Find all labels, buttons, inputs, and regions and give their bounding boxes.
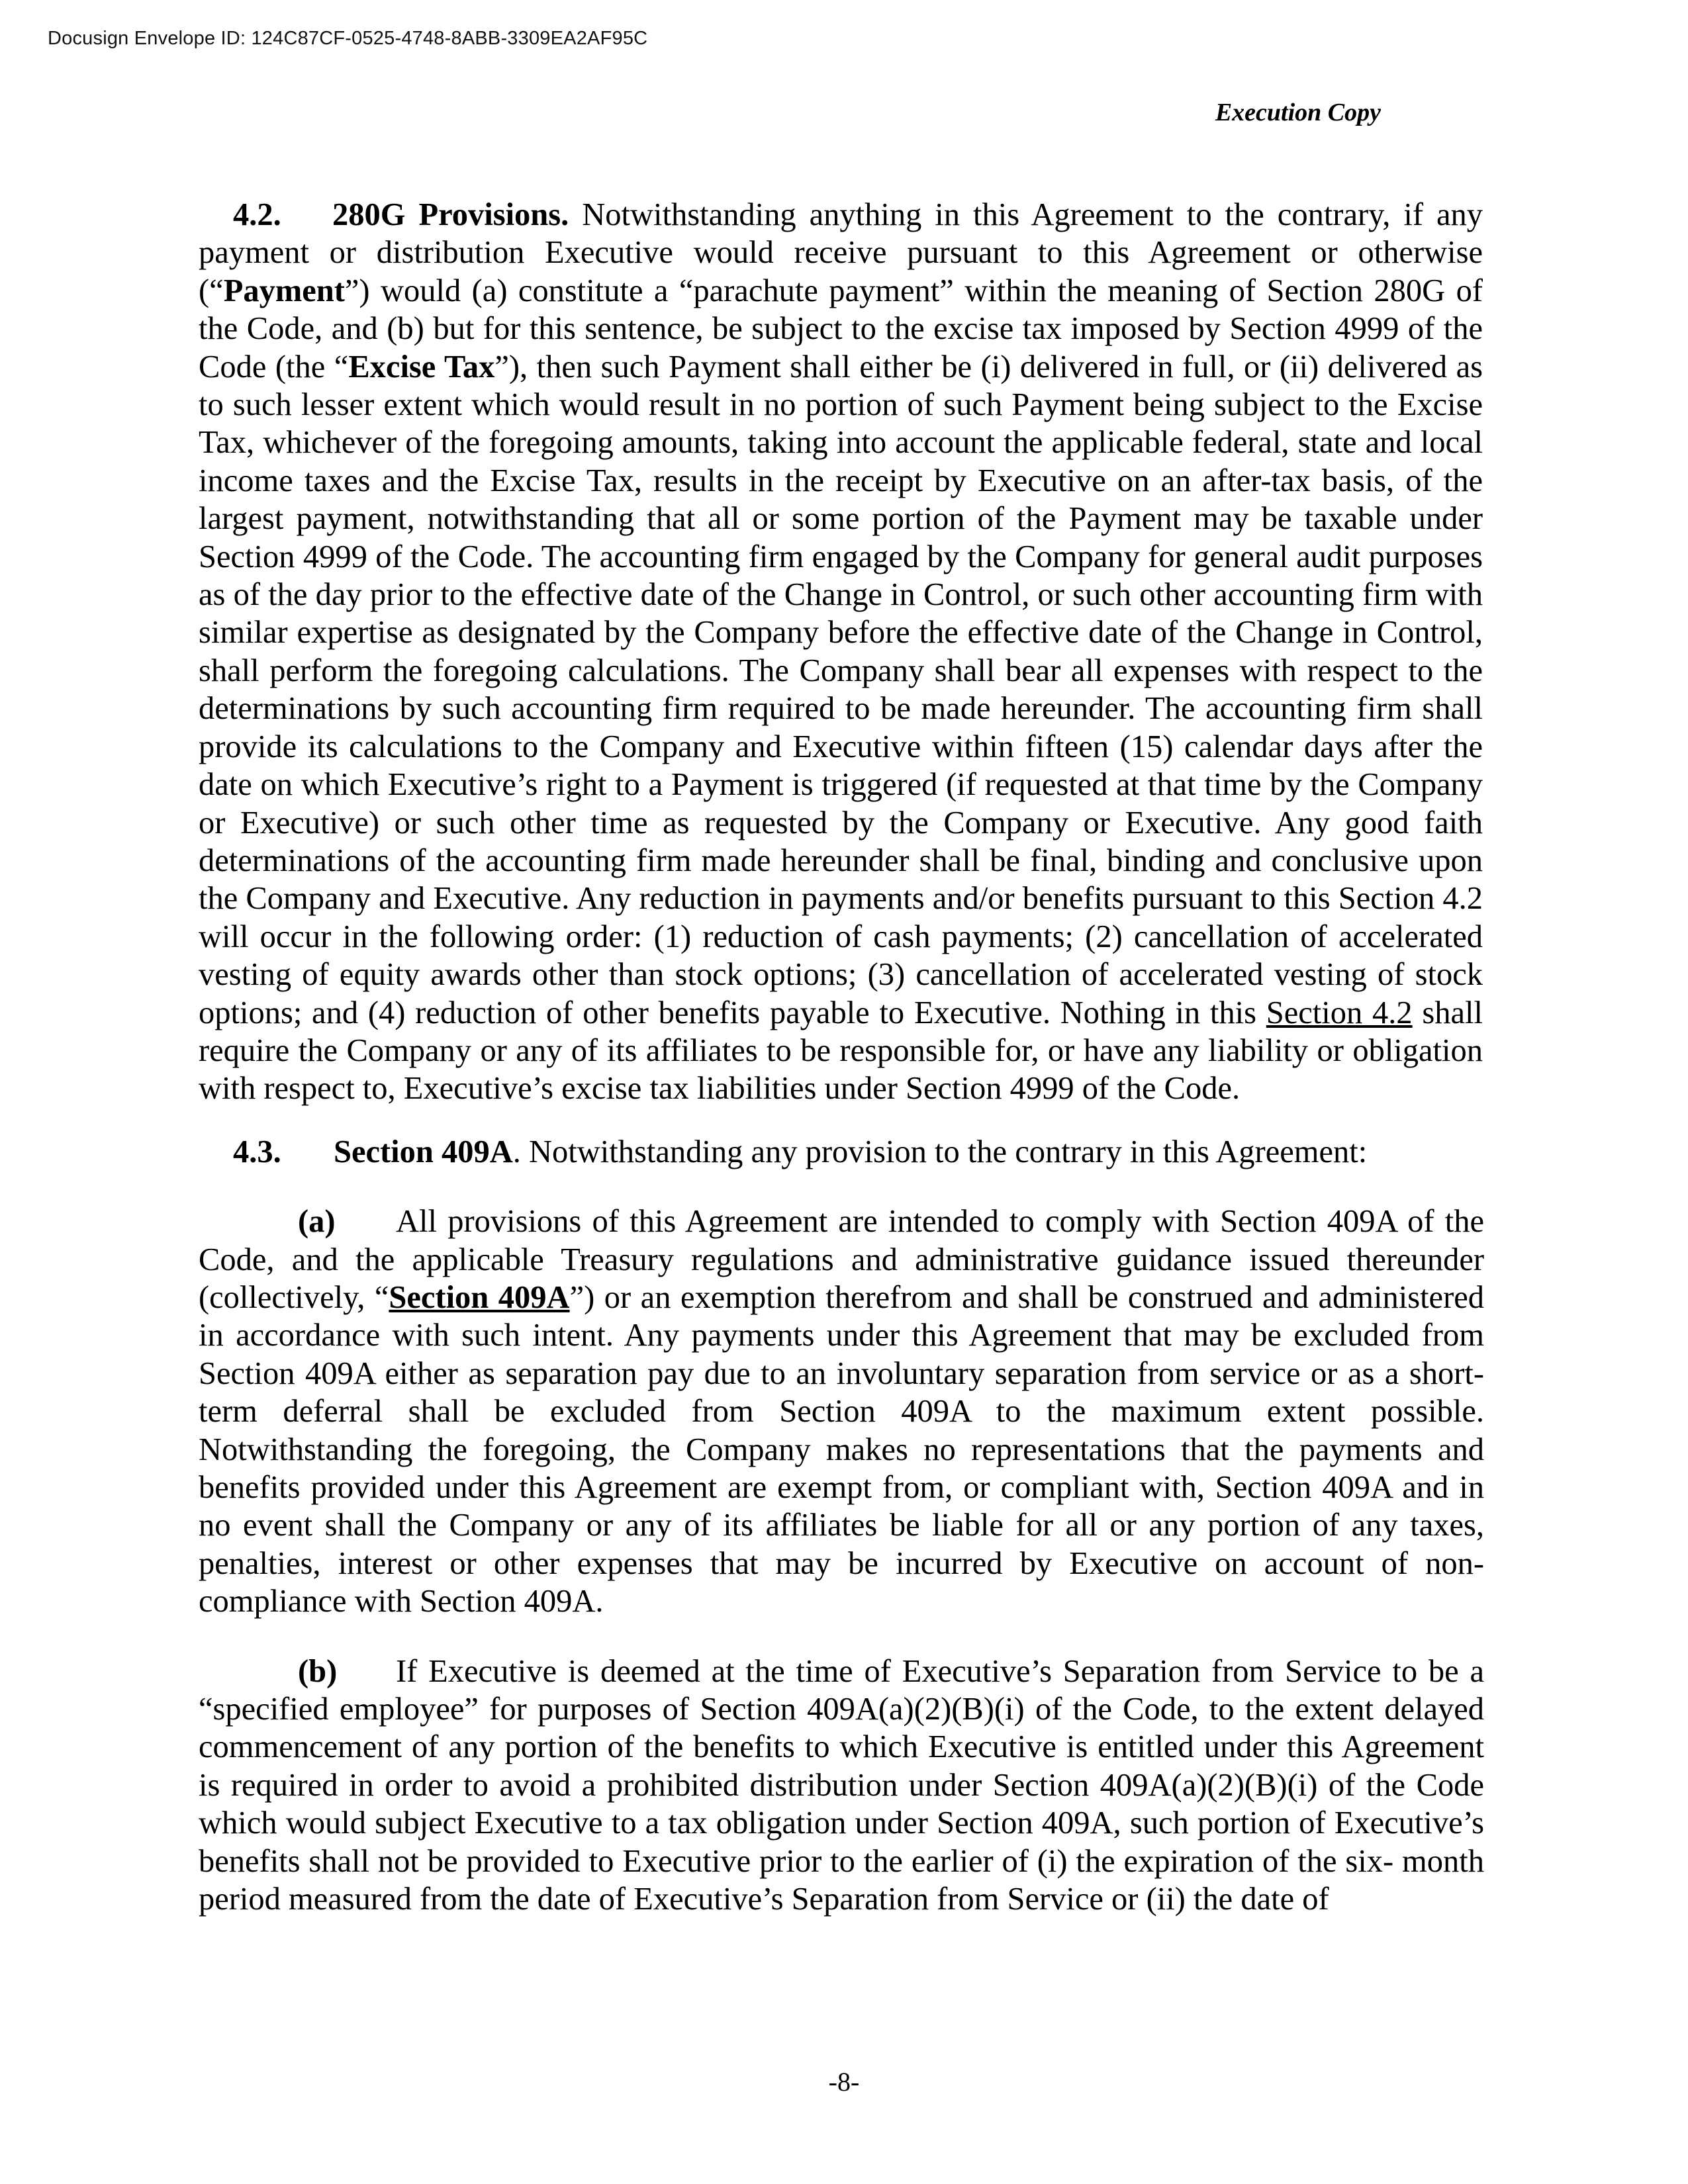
section-4-2-paragraph [199,196,1483,1108]
section-4-2-text-2: ”) would (a) constitute a “parachute payment” within the meaning of Section 280G of the Code, and (b) but for this sentence, be subject to the excise tax imposed by Section 4999 of the Code (the “ [199,273,1483,385]
subsection-a-text-1: All provisions of this Agreement are intended to comply with Section 409A of the Code, and the applicable Treasury regulations and administrative guidance issued thereunder (collectively, “ [199,1204,1484,1315]
page-number: -8- [828,2067,860,2097]
section-4-2-text-4: shall require the Company or any of its affiliates to be responsible for, or have any liability or obligation with respect to, Executive’s excise tax liabilities under Section 4999 of the Code. [199,995,1483,1107]
document-body [199,196,1484,1918]
subsection-a-paragraph [199,1203,1484,1620]
defined-term-section-409a: Section 409A [389,1279,570,1315]
subsection-b-label: (b) [298,1653,338,1689]
section-4-2-heading: 280G Provisions. [332,197,569,232]
section-4-2-text-1: Notwithstanding anything in this Agreement to the contrary, if any payment or distribution Executive would receive pursuant to this Agreement or otherwise (“ [199,197,1483,308]
section-4-3-text: . Notwithstanding any provision to the contrary in this Agreement: [512,1134,1368,1169]
execution-copy-label: Execution Copy [1215,99,1381,126]
section-4-3-number: 4.3. [233,1134,281,1169]
section-4-2-text-3: ”), then such Payment shall either be (i) delivered in full, or (ii) delivered as to such lesser extent which would result in no portion of such Payment being subject to the Excise Tax, whichever of the foregoing amounts, taking into account the applicable federal, state and local income taxes and the Excise Tax, results in the receipt by Executive on an after-tax basis, of the largest payment, notwithstanding that all or some portion of the Payment may be taxable under Section 4999 of the Code. The accounting firm engaged by the Company for general audit purposes as of the day prior to the effective date of the Change in Control, or such other accounting firm with similar expertise as designated by the Company before the effective date of the Change in Control, shall perform the foregoing calculations. The Company shall bear all expenses with respect to the determinations by such accounting firm required to be made hereunder. The accounting firm shall provide its calculations to the Company and Executive within fifteen (15) calendar days after the date on which Executive’s right to a Payment is triggered (if requested at that time by the Company or Executive) or such other time as requested by the Company or Executive. Any good faith determinations of the accounting firm made hereunder shall be final, binding and conclusive upon the Company and Executive. Any reduction in payments and/or benefits pursuant to this Section 4.2 will occur in the following order: (1) reduction of cash payments; (2) cancellation of accelerated vesting of equity awards other than stock options; (3) cancellation of accelerated vesting of stock options; and (4) reduction of other benefits payable to Executive. Nothing in this [199,349,1483,1030]
subsection-b-paragraph [199,1653,1484,1919]
section-4-2-reference: Section 4.2 [1266,995,1413,1030]
section-4-3-heading: Section 409A [334,1134,513,1169]
defined-term-excise-tax: Excise Tax [348,349,495,385]
subsection-a-text-2: ”) or an exemption therefrom and shall be construed and administered in accordance with such intent. Any payments under this Agreement that may be excluded from Section 409A either as separation pay due to an involuntary separation from service or as a short-term deferral shall be excluded from Section 409A to the maximum extent possible. Notwithstanding the foregoing, the Company makes no representations that the payments and benefits provided under this Agreement are exempt from, or compliant with, Section 409A and in no event shall the Company or any of its affiliates be liable for all or any portion of any taxes, penalties, interest or other expenses that may be incurred by Executive on account of non-compliance with Section 409A. [199,1279,1484,1619]
subsection-a-label: (a) [298,1204,336,1240]
subsection-b-text: If Executive is deemed at the time of Executive’s Separation from Service to be a “specified employee” for purposes of Section 409A(a)(2)(B)(i) of the Code, to the extent delayed commencement of any portion of the benefits to which Executive is entitled under this Agreement is required in order to avoid a prohibited distribution under Section 409A(a)(2)(B)(i) of the Code which would subject Executive to a tax obligation under Section 409A, such portion of Executive’s benefits shall not be provided to Executive prior to the earlier of (i) the expiration of the six- month period measured from the date of Executive’s Separation from Service or (ii) the date of [199,1653,1484,1917]
section-4-3-paragraph [199,1133,1484,1171]
section-4-2-number: 4.2. [233,197,281,232]
docusign-envelope-id: Docusign Envelope ID: 124C87CF-0525-4748-8ABB-3309EA2AF95C [48,28,648,49]
defined-term-payment: Payment [223,273,345,308]
